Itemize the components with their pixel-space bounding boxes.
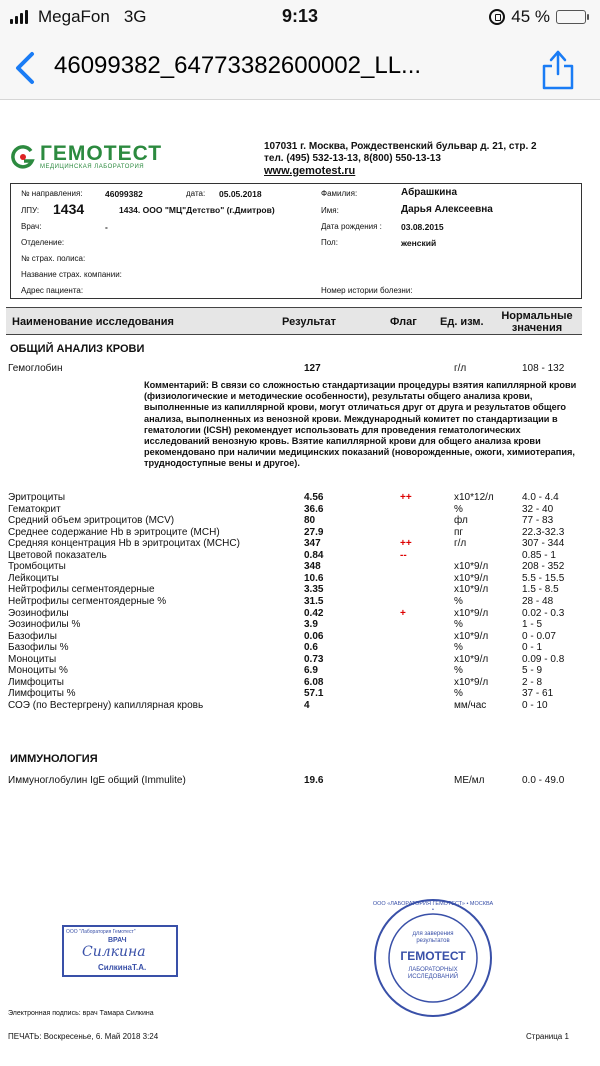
row-norm: 5 - 9 — [522, 665, 543, 677]
row-result: 0.42 — [304, 607, 324, 619]
status-right — [489, 7, 586, 27]
lab-website-link[interactable]: www.gemotest.ru — [264, 165, 356, 177]
policy-label: № страх. полиса: — [21, 254, 86, 263]
date-value: 05.05.2018 — [219, 189, 262, 199]
row-flag: + — [400, 607, 406, 619]
seal-brand: ГЕМОТЕСТ — [400, 949, 466, 963]
row-unit: x10*9/л — [454, 584, 489, 596]
row-unit: пг — [454, 526, 464, 538]
row-result: 0.73 — [304, 653, 324, 665]
row-name: Тромбоциты — [8, 561, 66, 573]
lpu-label: ЛПУ: — [21, 206, 40, 215]
row-norm: 1.5 - 8.5 — [522, 584, 559, 596]
page-number: Страница 1 — [526, 1032, 569, 1041]
section-immunology-title: ИММУНОЛОГИЯ — [10, 753, 98, 765]
results-table-header — [6, 307, 582, 335]
row-unit: фл — [454, 515, 468, 527]
row-name: Средний объем эритроцитов (MCV) — [8, 515, 175, 527]
row-name: Базофилы — [8, 630, 57, 642]
lab-logo — [10, 144, 162, 170]
row-name: Лимфоциты — [8, 676, 64, 688]
row-result: 4.56 — [304, 492, 324, 503]
network-type: 3G — [123, 7, 147, 26]
row-name: Нейтрофилы сегментоядерные — [8, 584, 155, 596]
row-result: 3.35 — [304, 584, 324, 596]
birth-date-label: Дата рождения : — [321, 222, 382, 231]
row-norm: 2 - 8 — [522, 676, 543, 688]
row-unit: % — [454, 665, 463, 677]
row-name: Нейтрофилы сегментоядерные % — [8, 595, 167, 607]
doctor-stamp — [62, 925, 178, 977]
row-result: 0.84 — [304, 549, 324, 561]
row-result: 4 — [304, 699, 310, 711]
row-unit: % — [454, 503, 463, 515]
back-chevron-icon[interactable] — [8, 48, 44, 88]
row-norm: 0 - 0.07 — [522, 630, 556, 642]
row-unit: x10*9/л — [454, 607, 489, 619]
row-norm: 5.5 - 15.5 — [522, 572, 565, 584]
row-name: Иммуноглобулин IgE общий (Immulite) — [8, 775, 186, 786]
sex-value: женский — [401, 238, 437, 248]
row-name: Эозинофилы — [8, 607, 69, 619]
department-label: Отделение: — [21, 238, 65, 247]
row-norm: 0.0 - 49.0 — [522, 775, 565, 786]
seal-bottom-text: ЛАБОРАТОРНЫХ ИССЛЕДОВАНИЙ — [407, 967, 459, 980]
document-title: 46099382_64773382600002_LL... — [54, 52, 422, 79]
row-result: 36.6 — [304, 503, 324, 515]
sampling-comment: Комментарий: В связи со сложностью стандартизации процедуры взятия капиллярной крови (физиологические и методические особенности), результаты общего анализа крови, выполненные из капиллярной крови, могут отличаться друг от друга и результатов общего анализа, выполненных из венозной крови. Международный комитет по стандартизации в гематологии (ICSH) рекомендует использовать для проведения гематологических исследований венозную кровь. Взятие капиллярной крови для общего анализа крови рекомендовано при наличии медицинских показаний (новорожденные, ожоги, химиотерапия, труднодоступные вены и другое). — [144, 380, 577, 469]
referral-value: 46099382 — [105, 189, 143, 199]
row-norm: 0.09 - 0.8 — [522, 653, 565, 665]
row-unit: x10*9/л — [454, 676, 489, 688]
lab-name: ГЕМОТЕСТ — [40, 142, 163, 165]
row-unit: x10*12/л — [454, 492, 494, 503]
doctor-label: Врач: — [21, 222, 42, 231]
first-name-value: Дарья Алексеевна — [401, 204, 493, 215]
first-name-label: Имя: — [321, 206, 339, 215]
row-name: Базофилы % — [8, 642, 69, 654]
row-norm: 108 - 132 — [522, 363, 565, 374]
patient-info-box — [10, 183, 582, 299]
row-unit: % — [454, 688, 463, 700]
col-name-header: Наименование исследования — [12, 316, 174, 328]
col-result-header: Результат — [282, 316, 337, 328]
row-result: 27.9 — [304, 526, 324, 538]
section-blood-title: ОБЩИЙ АНАЛИЗ КРОВИ — [10, 343, 145, 355]
history-number-label: Номер истории болезни: — [321, 286, 413, 295]
table-row — [8, 775, 582, 788]
row-name: Гемоглобин — [8, 363, 63, 374]
row-norm: 28 - 48 — [522, 595, 554, 607]
row-unit: % — [454, 595, 463, 607]
battery-icon — [556, 10, 586, 24]
row-result: 19.6 — [304, 775, 324, 786]
doctor-stamp-name: СилкинаТ.А. — [98, 963, 147, 972]
gemotest-logo-icon — [10, 145, 36, 169]
row-name: Среднее содержание Hb в эритроците (MCH) — [8, 526, 220, 538]
lab-contacts — [264, 141, 537, 177]
col-norm-header — [492, 310, 582, 334]
row-unit: x10*9/л — [454, 653, 489, 665]
doctor-stamp-title: ВРАЧ — [108, 937, 127, 944]
patient-address-label: Адрес пациента: — [21, 286, 84, 295]
surname-label: Фамилия: — [321, 189, 358, 198]
row-result: 127 — [304, 363, 321, 374]
row-result: 6.9 — [304, 665, 318, 677]
row-unit: МЕ/мл — [454, 775, 485, 786]
doctor-value: - — [105, 222, 108, 232]
row-name: Средняя концентрация Hb в эритроцитах (MCHC) — [8, 538, 240, 550]
seal-top-text: для заверения результатов — [412, 931, 454, 944]
row-flag: ++ — [400, 538, 412, 550]
row-norm: 0 - 1 — [522, 642, 543, 654]
row-unit: % — [454, 619, 463, 631]
row-norm: 0 - 10 — [522, 699, 548, 711]
row-result: 31.5 — [304, 595, 324, 607]
status-bar — [0, 0, 600, 36]
lpu-name: 1434. ООО "МЦ"Детство" (г.Дмитров) — [119, 205, 275, 215]
lpu-value: 1434 — [53, 201, 85, 217]
row-norm: 307 - 344 — [522, 538, 565, 550]
seal-ring-text: ООО «ЛАБОРАТОРИЯ ГЕМОТЕСТ» • МОСКВА • — [372, 901, 494, 913]
row-name: Лимфоциты % — [8, 688, 76, 700]
row-name: Гематокрит — [8, 503, 61, 515]
row-result: 6.08 — [304, 676, 324, 688]
row-norm: 77 - 83 — [522, 515, 554, 527]
row-norm: 32 - 40 — [522, 503, 554, 515]
row-unit: % — [454, 642, 463, 654]
col-flag-header: Флаг — [390, 316, 417, 328]
row-name: СОЭ (по Вестергрену) капиллярная кровь — [8, 699, 204, 711]
lab-phones: тел. (495) 532-13-13, 8(800) 550-13-13 — [264, 153, 441, 164]
electronic-signature: Электронная подпись: врач Тамара Силкина — [8, 1010, 154, 1017]
sex-label: Пол: — [321, 238, 338, 247]
col-unit-header: Ед. изм. — [440, 316, 484, 328]
referral-label: № направления: — [21, 189, 83, 198]
col-norm-header-line2: значения — [511, 322, 563, 334]
row-norm: 208 - 352 — [522, 561, 565, 573]
row-norm: 0.85 - 1 — [522, 549, 556, 561]
row-name: Эозинофилы % — [8, 619, 81, 631]
lab-round-seal — [372, 897, 494, 1019]
doctor-stamp-org: ООО "Лаборатория Гемотест" — [66, 929, 136, 935]
row-name: Моноциты — [8, 653, 57, 665]
surname-value: Абрашкина — [401, 187, 458, 198]
row-result: 0.6 — [304, 642, 318, 654]
row-result: 10.6 — [304, 572, 324, 584]
birth-date-value: 03.08.2015 — [401, 222, 444, 232]
row-name: Моноциты % — [8, 665, 68, 677]
rotation-lock-icon — [489, 9, 505, 25]
row-unit: x10*9/л — [454, 572, 489, 584]
lab-subtitle: МЕДИЦИНСКАЯ ЛАБОРАТОРИЯ — [40, 164, 145, 170]
row-flag: ++ — [400, 492, 412, 503]
row-norm: 1 - 5 — [522, 619, 543, 631]
row-result: 3.9 — [304, 619, 318, 631]
row-unit: x10*9/л — [454, 561, 489, 573]
document-page[interactable] — [0, 101, 600, 1066]
row-name: Лейкоциты — [8, 572, 59, 584]
navigation-bar — [0, 36, 600, 100]
row-name: Цветовой показатель — [8, 549, 107, 561]
row-norm: 4.0 - 4.4 — [522, 492, 559, 503]
table-row-hemoglobin — [8, 363, 582, 376]
table-row — [8, 700, 582, 713]
carrier: MegaFon — [38, 7, 110, 26]
insurer-label: Название страх. компании: — [21, 270, 122, 279]
print-date: ПЕЧАТЬ: Воскресенье, 6. Май 2018 3:24 — [8, 1032, 159, 1041]
date-label: дата: — [186, 189, 206, 198]
row-unit: x10*9/л — [454, 630, 489, 642]
row-unit: мм/час — [454, 699, 487, 711]
row-result: 347 — [304, 538, 321, 550]
row-norm: 37 - 61 — [522, 688, 554, 700]
col-norm-header-line1: Нормальные — [501, 310, 573, 322]
battery-percent: 45 % — [511, 7, 550, 26]
row-result: 0.06 — [304, 630, 324, 642]
share-icon[interactable] — [538, 44, 578, 92]
lab-address: 107031 г. Москва, Рождественский бульвар д. 21, стр. 2 — [264, 141, 537, 152]
row-norm: 0.02 - 0.3 — [522, 607, 565, 619]
doctor-signature: Силкина — [82, 944, 146, 960]
row-unit: г/л — [454, 538, 467, 550]
row-name: Эритроциты — [8, 492, 66, 503]
row-result: 80 — [304, 515, 316, 527]
row-result: 348 — [304, 561, 321, 573]
row-unit: г/л — [454, 363, 467, 374]
row-result: 57.1 — [304, 688, 324, 700]
row-norm: 22.3-32.3 — [522, 526, 565, 538]
row-flag: -- — [400, 549, 407, 561]
clock: 9:13 — [281, 6, 319, 26]
